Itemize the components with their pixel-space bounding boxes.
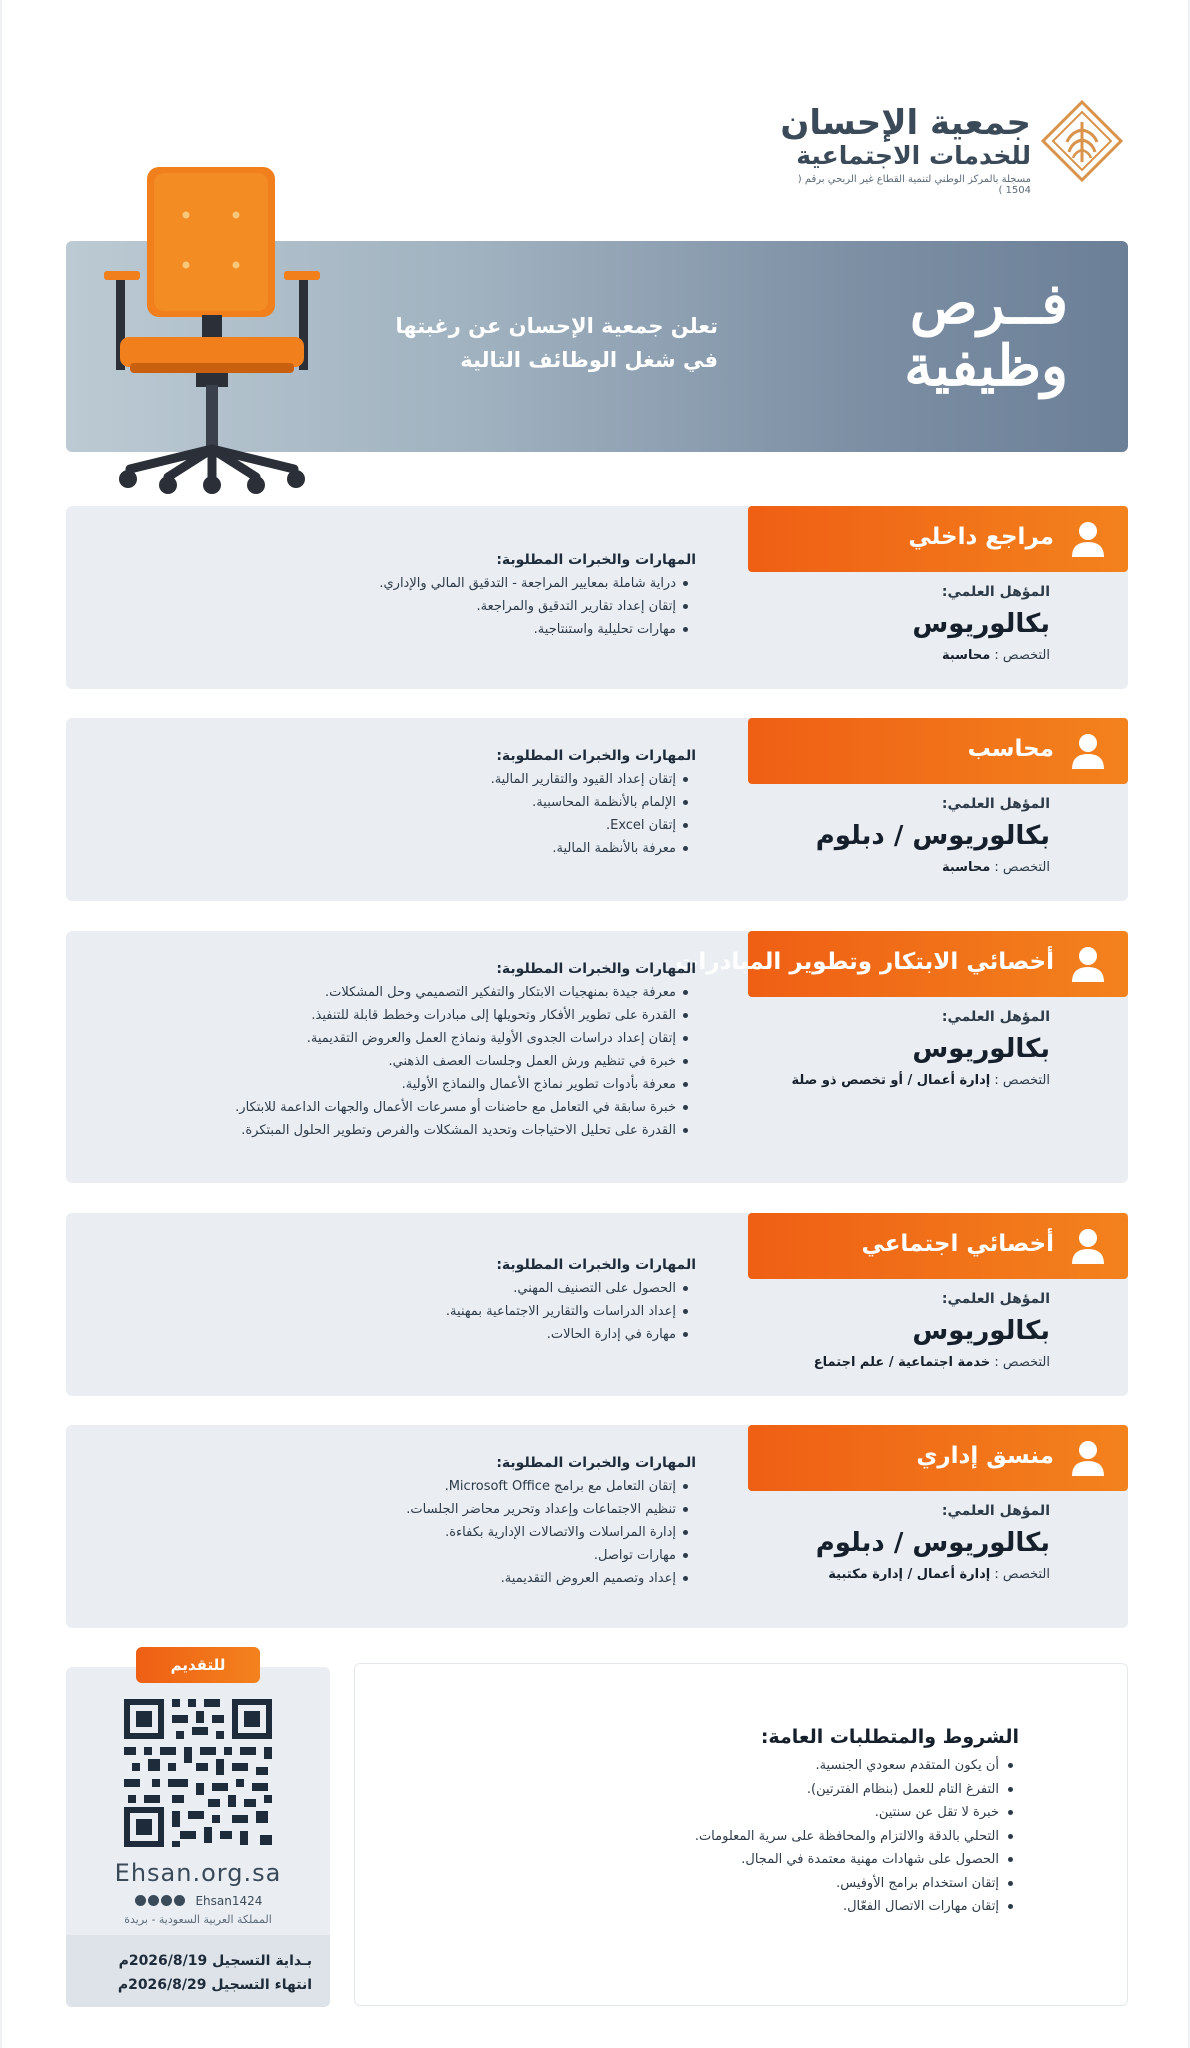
qualification-label: المؤهل العلمي: — [941, 796, 1050, 812]
user-icon — [1070, 945, 1106, 983]
skill-item: القدرة على تطوير الأفكار وتحويلها إلى مبادرات وخطط قابلة للتنفيذ. — [136, 1004, 688, 1027]
skills-label: المهارات والخبرات المطلوبة: — [496, 748, 696, 764]
qualification-label: المؤهل العلمي: — [941, 1009, 1050, 1025]
degree: بكالوريوس — [912, 1316, 1050, 1346]
skill-item: معرفة بأدوات تطوير نماذج الأعمال والنماذج الأولية. — [136, 1073, 688, 1096]
job-header — [748, 1425, 1128, 1491]
skill-item: خبرة في تنظيم ورش العمل وجلسات العصف الذهني. — [136, 1050, 688, 1073]
job-title: أخصائي اجتماعي — [861, 1231, 1054, 1257]
skills-label: المهارات والخبرات المطلوبة: — [496, 1257, 696, 1273]
condition-item: إتقان استخدام برامج الأوفيس. — [499, 1872, 1013, 1896]
degree: بكالوريوس / دبلوم — [815, 821, 1050, 851]
job-card — [66, 931, 1128, 1183]
skill-item: إعداد الدراسات والتقارير الاجتماعية بمهنية. — [136, 1300, 688, 1323]
specialization — [750, 1567, 1050, 1582]
skills-label: المهارات والخبرات المطلوبة: — [496, 1455, 696, 1471]
specialization — [750, 860, 1050, 875]
social-links — [66, 1893, 330, 1908]
specialization-label: التخصص : — [994, 1567, 1050, 1582]
user-icon — [1070, 520, 1106, 558]
skill-item: معرفة جيدة بمنهجيات الابتكار والتفكير التصميمي وحل المشكلات. — [136, 981, 688, 1004]
specialization — [750, 648, 1050, 663]
skills-list — [136, 961, 696, 1142]
condition-item: التفرغ التام للعمل (بنظام الفترتين). — [499, 1778, 1013, 1802]
hero-announcement — [358, 309, 718, 377]
job-card — [66, 1213, 1128, 1396]
specialization-label: التخصص : — [994, 1073, 1050, 1088]
job-card — [66, 718, 1128, 901]
end-date-row — [84, 1973, 312, 1997]
skill-item: إتقان التعامل مع برامج Microsoft Office. — [136, 1475, 688, 1498]
end-date: 2026/8/29م — [117, 1977, 207, 1993]
job-header — [675, 931, 1128, 997]
user-icon — [1070, 1439, 1106, 1477]
facebook-icon[interactable] — [161, 1895, 172, 1906]
job-header — [748, 506, 1128, 572]
specialization-value: خدمة اجتماعية / علم اجتماع — [813, 1355, 991, 1370]
skill-item: القدرة على تحليل الاحتياجات وتحديد المشكلات والفرص وتطوير الحلول المبتكرة. — [136, 1119, 688, 1142]
job-card — [66, 506, 1128, 689]
job-title: مراجع داخلي — [908, 524, 1054, 550]
skill-item: مهارات تواصل. — [136, 1544, 688, 1567]
skill-item: الإلمام بالأنظمة المحاسبية. — [136, 791, 688, 814]
skills-list — [136, 552, 696, 641]
office-chair-illustration — [102, 165, 322, 495]
degree: بكالوريوس — [912, 1034, 1050, 1064]
skills-label: المهارات والخبرات المطلوبة: — [496, 552, 696, 568]
job-qualification — [750, 796, 1050, 875]
qualification-label: المؤهل العلمي: — [941, 584, 1050, 600]
user-icon — [1070, 732, 1106, 770]
apply-button[interactable]: للتقديم — [136, 1647, 260, 1683]
condition-item: التحلي بالدقة والالتزام والمحافظة على سرية المعلومات. — [499, 1825, 1013, 1849]
job-header — [748, 1213, 1128, 1279]
job-qualification — [750, 584, 1050, 663]
condition-item: أن يكون المتقدم سعودي الجنسية. — [499, 1754, 1013, 1778]
specialization-label: التخصص : — [994, 648, 1050, 663]
specialization — [750, 1355, 1050, 1370]
condition-item: الحصول على شهادات مهنية معتمدة في المجال. — [499, 1848, 1013, 1872]
specialization-label: التخصص : — [994, 860, 1050, 875]
skill-item: إدارة المراسلات والاتصالات الإدارية بكفاءة. — [136, 1521, 688, 1544]
skill-item: دراية شاملة بمعايير المراجعة - التدقيق المالي والإداري. — [136, 572, 688, 595]
skills-list — [136, 1257, 696, 1346]
skill-item: إتقان إعداد القيود والتقارير المالية. — [136, 768, 688, 791]
specialization-label: التخصص : — [994, 1355, 1050, 1370]
skills-label: المهارات والخبرات المطلوبة: — [496, 961, 696, 977]
start-date: 2026/8/19م — [118, 1953, 208, 1969]
skill-item: مهارة في إدارة الحالات. — [136, 1323, 688, 1346]
specialization-value: إدارة أعمال / أو تخصص ذو صلة — [791, 1073, 991, 1088]
hero-announcement-line1: تعلن جمعية الإحسان عن رغبتها — [395, 314, 718, 338]
specialization-value: محاسبة — [941, 648, 991, 663]
website-link[interactable]: Ehsan.org.sa — [114, 1859, 282, 1887]
skill-item: إتقان إعداد تقارير التدقيق والمراجعة. — [136, 595, 688, 618]
skill-item: إعداد وتصميم العروض التقديمية. — [136, 1567, 688, 1590]
skill-item: خبرة سابقة في التعامل مع حاضنات أو مسرعات الأعمال والجهات الداعمة للابتكار. — [136, 1096, 688, 1119]
job-title: أخصائي الابتكار وتطوير المبادرات — [675, 949, 1054, 975]
wheat-emblem-icon — [1041, 100, 1123, 182]
location: المملكة العربية السعودية - بريدة — [124, 1913, 272, 1926]
condition-item: خبرة لا تقل عن سنتين. — [499, 1801, 1013, 1825]
job-title: منسق إداري — [916, 1443, 1054, 1469]
social-handle: Ehsan1424 — [195, 1893, 263, 1908]
association-name: جمعية الإحسان — [780, 103, 1031, 143]
degree: بكالوريوس / دبلوم — [815, 1528, 1050, 1558]
qualification-label: المؤهل العلمي: — [941, 1503, 1050, 1519]
specialization-value: إدارة أعمال / إدارة مكتبية — [828, 1567, 991, 1582]
start-date-row — [84, 1949, 312, 1973]
association-logo — [780, 100, 1123, 196]
skill-item: مهارات تحليلية واستنتاجية. — [136, 618, 688, 641]
hero-title-line2: وظيفية — [904, 333, 1068, 399]
hero-announcement-line2: في شغل الوظائف التالية — [460, 348, 718, 372]
job-qualification — [750, 1291, 1050, 1370]
skill-item: إتقان Excel. — [136, 814, 688, 837]
x-icon[interactable] — [174, 1895, 185, 1906]
job-qualification — [750, 1009, 1050, 1088]
start-date-label: بـداية التسجيل — [212, 1953, 312, 1969]
registration-dates — [66, 1935, 330, 2007]
job-title: محاسب — [967, 736, 1054, 762]
skill-item: معرفة بالأنظمة المالية. — [136, 837, 688, 860]
skill-item: الحصول على التصنيف المهني. — [136, 1277, 688, 1300]
apply-panel — [66, 1656, 330, 2007]
job-qualification — [750, 1503, 1050, 1582]
registration-note: مسجلة بالمركز الوطني لتنمية القطاع غير الربحي برقم ( 1504 ) — [797, 174, 1031, 196]
hero-title-line1: فــرص — [909, 271, 1068, 337]
specialization-value: محاسبة — [941, 860, 991, 875]
skill-item: تنظيم الاجتماعات وإعداد وتحرير محاضر الجلسات. — [136, 1498, 688, 1521]
youtube-icon[interactable] — [135, 1895, 146, 1906]
instagram-icon[interactable] — [148, 1895, 159, 1906]
job-header — [748, 718, 1128, 784]
job-card — [66, 1425, 1128, 1628]
association-subtitle: للخدمات الاجتماعية — [796, 141, 1031, 170]
skills-list — [136, 748, 696, 860]
skills-list — [136, 1455, 696, 1590]
skill-item: إتقان إعداد دراسات الجدوى الأولية ونماذج العمل والعروض التقديمية. — [136, 1027, 688, 1050]
qualification-label: المؤهل العلمي: — [941, 1291, 1050, 1307]
qr-code[interactable] — [122, 1697, 274, 1849]
end-date-label: انتهاء التسجيل — [211, 1977, 312, 1993]
general-conditions — [354, 1663, 1128, 2006]
conditions-title: الشروط والمتطلبات العامة: — [760, 1726, 1019, 1748]
condition-item: إتقان مهارات الاتصال الفعّال. — [499, 1895, 1013, 1919]
degree: بكالوريوس — [912, 609, 1050, 639]
specialization — [750, 1073, 1050, 1088]
user-icon — [1070, 1227, 1106, 1265]
hero-title — [848, 273, 1068, 397]
